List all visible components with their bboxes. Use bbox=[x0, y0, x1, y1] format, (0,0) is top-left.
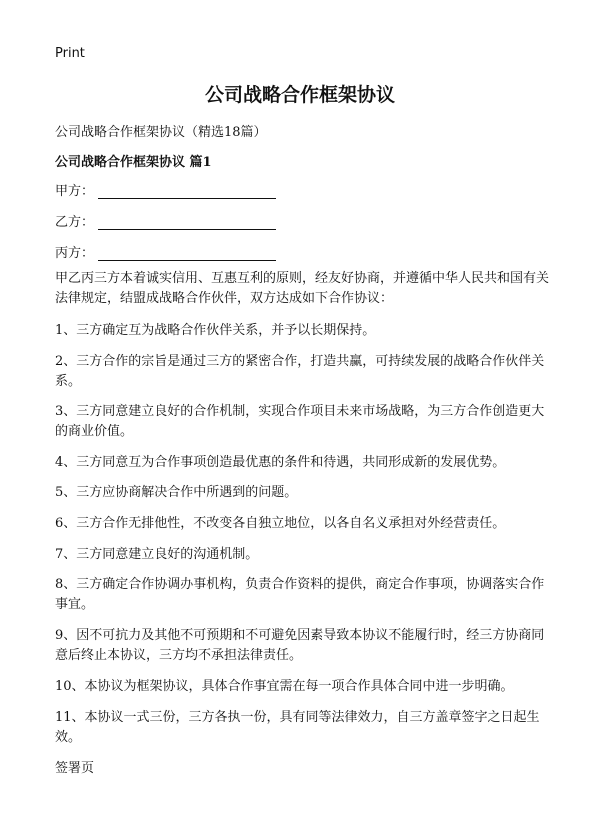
clause-10: 10、本协议为框架协议，具体合作事宜需在每一项合作具体合同中进一步明确。 bbox=[55, 679, 514, 694]
clause-8: 8、三方确定合作协调办事机构，负责合作资料的提供，商定合作事项，协调落实合作事宜。 bbox=[55, 577, 545, 612]
party-b-row bbox=[55, 211, 276, 230]
clause-5: 5、三方应协商解决合作中所遇到的问题。 bbox=[55, 485, 298, 500]
party-c-label: 丙方： bbox=[55, 246, 95, 261]
signature-page-label: 签署页 bbox=[55, 761, 95, 776]
section-title: 公司战略合作框架协议 篇1 bbox=[55, 155, 212, 170]
clause-6: 6、三方合作无排他性，不改变各自独立地位，以各自名义承担对外经营责任。 bbox=[55, 516, 506, 531]
print-link[interactable]: Print bbox=[55, 46, 85, 61]
party-c-blank-line bbox=[98, 246, 276, 261]
clause-2: 2、三方合作的宗旨是通过三方的紧密合作，打造共赢，可持续发展的战略合作伙伴关系。 bbox=[55, 354, 545, 389]
clause-7: 7、三方同意建立良好的沟通机制。 bbox=[55, 547, 259, 562]
clause-4: 4、三方同意互为合作事项创造最优惠的条件和待遇，共同形成新的发展优势。 bbox=[55, 455, 506, 470]
clause-11: 11、本协议一式三份，三方各执一份，具有同等法律效力，自三方盖章签字之日起生效。 bbox=[55, 710, 540, 745]
party-a-blank-line bbox=[98, 184, 276, 199]
party-c-row bbox=[55, 242, 276, 261]
party-b-blank-line bbox=[98, 215, 276, 230]
document-subtitle: 公司战略合作框架协议（精选18篇） bbox=[55, 125, 267, 140]
clause-1: 1、三方确定互为战略合作伙伴关系，并予以长期保持。 bbox=[55, 323, 376, 338]
party-a-row bbox=[55, 180, 276, 199]
clause-3: 3、三方同意建立良好的合作机制，实现合作项目未来市场战略，为三方合作创造更大的商业价值。 bbox=[55, 404, 545, 439]
document-title: 公司战略合作框架协议 bbox=[204, 84, 395, 106]
intro-paragraph: 甲乙丙三方本着诚实信用、互惠互利的原则，经友好协商，并遵循中华人民共和国有关法律规定，结盟成战略合作伙伴，双方达成如下合作协议： bbox=[55, 271, 550, 306]
party-a-label: 甲方： bbox=[55, 184, 95, 199]
clause-9: 9、因不可抗力及其他不可预期和不可避免因素导致本协议不能履行时，经三方协商同意后终止本协议，三方均不承担法律责任。 bbox=[55, 628, 545, 663]
party-b-label: 乙方： bbox=[55, 215, 95, 230]
